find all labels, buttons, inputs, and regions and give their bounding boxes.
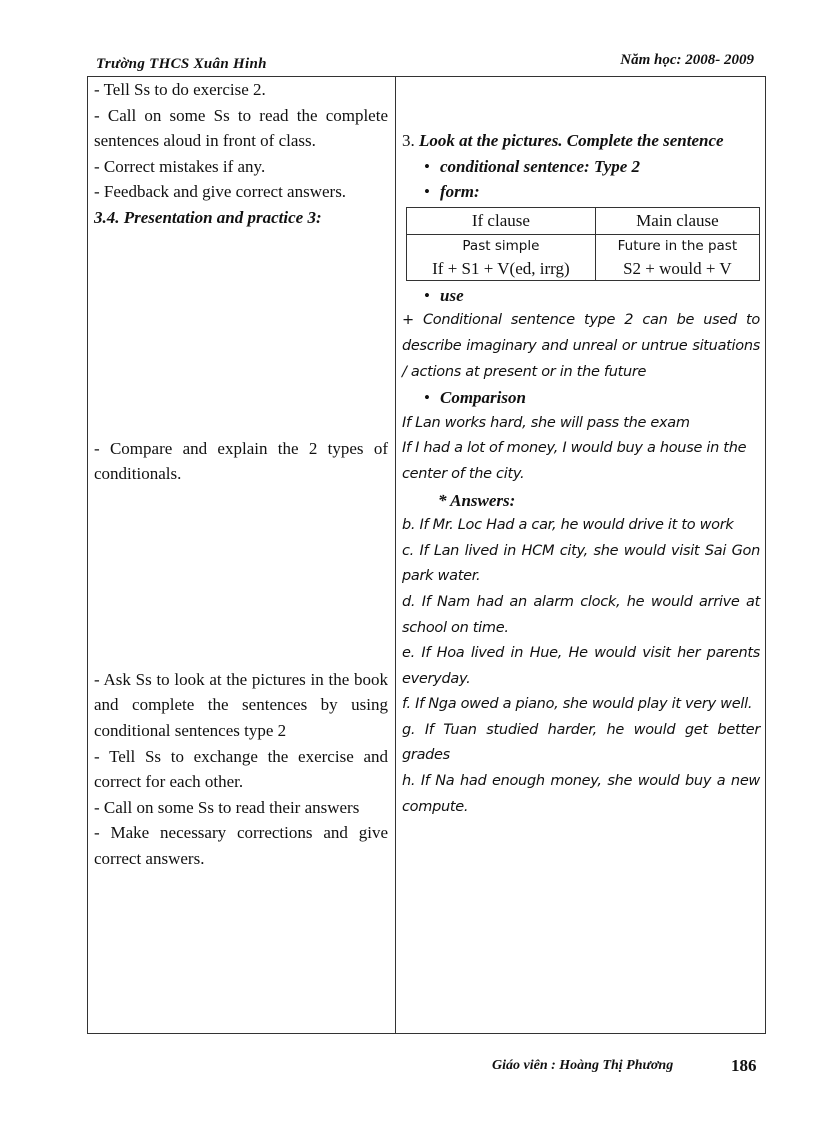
step-text: - Tell Ss to exchange the exercise and correct for each other. [94, 746, 388, 792]
answer-item: e. If Hoa lived in Hue, He would visit her parents everyday. [402, 645, 760, 687]
task-number: 3. [402, 131, 415, 150]
form-table [406, 207, 760, 281]
spacer [94, 487, 388, 667]
answers-label: * Answers: [438, 490, 516, 510]
spacer [94, 231, 388, 436]
answer-item: d. If Nam had an alarm clock, he would arrive at school on time. [402, 593, 760, 636]
bullet-conditional: • conditional sentence: Type 2 [402, 154, 760, 180]
if-clause-header: If clause [407, 207, 596, 234]
if-clause-cell [407, 234, 596, 280]
task-heading [402, 128, 760, 154]
footer-teacher: Giáo viên : Hoàng Thị Phương [492, 1058, 674, 1073]
bullet-form: • form: [402, 179, 760, 205]
task-title: Look at the pictures. Complete the sentence [419, 131, 724, 150]
step-text: - Compare and explain the 2 types of conditionals. [94, 438, 388, 484]
header-year [620, 52, 754, 69]
comparison-example: If I had a lot of money, I would buy a house in the center of the city. [402, 440, 747, 482]
main-clause-formula: S2 + would + V [623, 258, 732, 278]
comparison-example: If Lan works hard, she will pass the exam [402, 414, 690, 431]
step-text: - Call on some Ss to read their answers [94, 797, 360, 817]
step-text: - Call on some Ss to read the complete sentences aloud in front of class. [94, 105, 388, 151]
if-clause-formula: If + S1 + V(ed, irrg) [432, 258, 570, 278]
bullet-comparison: • Comparison [402, 385, 760, 411]
section-heading: 3.4. Presentation and practice 3: [94, 207, 322, 227]
use-text: + Conditional sentence type 2 can be used to describe imaginary and unreal or untrue situations / actions at present or in the future [402, 312, 760, 380]
spacer [402, 77, 760, 128]
answer-item: g. If Tuan studied harder, he would get better grades [402, 721, 760, 764]
main-clause-header: Main clause [595, 207, 759, 234]
main-clause-cell [595, 234, 759, 280]
answer-item: c. If Lan lived in HCM city, she would visit Sai Gon park water. [402, 542, 760, 585]
step-text: - Feedback and give correct answers. [94, 182, 347, 202]
header-school: Trường THCS Xuân Hinh [96, 56, 267, 72]
main-clause-tense: Future in the past [617, 237, 738, 254]
year-label: Năm học: [620, 52, 682, 68]
step-text: - Correct mistakes if any. [94, 156, 266, 176]
answer-item: b. If Mr. Loc Had a car, he would drive it to work [402, 517, 734, 534]
year-value: 2008- 2009 [685, 52, 754, 68]
column-divider [395, 76, 396, 1034]
bullet-use: • use [402, 283, 760, 309]
step-text: - Make necessary corrections and give correct answers. [94, 823, 388, 868]
step-text: - Ask Ss to look at the pictures in the book and complete the sentences by using conditional sentences type 2 [94, 669, 388, 740]
teacher-activities-column [94, 77, 388, 872]
page-number: 186 [731, 1056, 757, 1075]
answer-item: f. If Nga owed a piano, she would play it very well. [402, 696, 753, 713]
content-column [402, 77, 760, 820]
if-clause-tense: Past simple [462, 237, 540, 254]
step-text: - Tell Ss to do exercise 2. [94, 80, 266, 99]
answer-item: h. If Na had enough money, she would buy a new compute. [402, 773, 760, 815]
